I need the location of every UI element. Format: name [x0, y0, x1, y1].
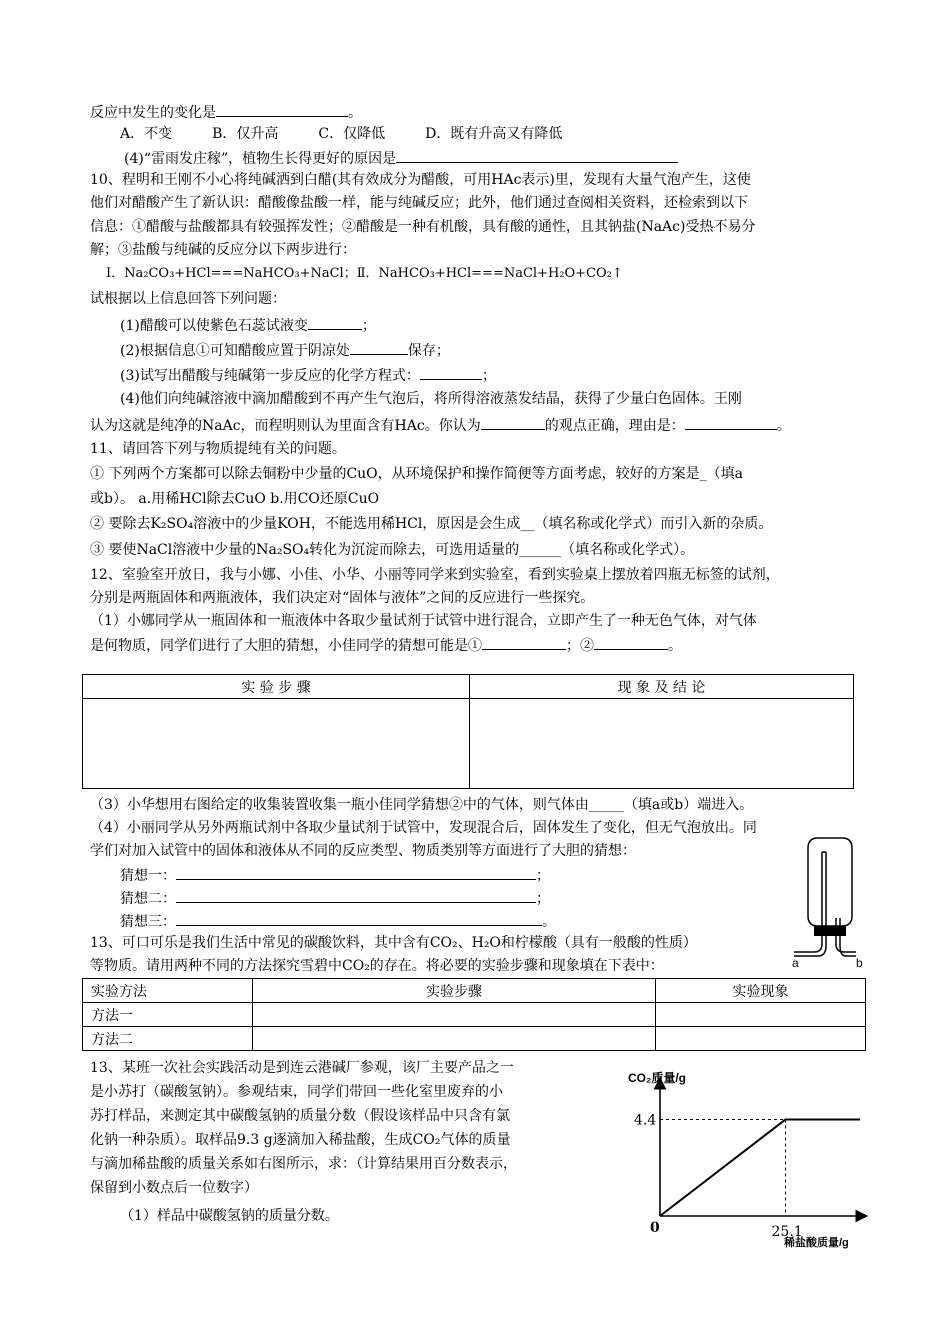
- co2-mass-chart: [620, 1062, 870, 1252]
- guess-3: 猜想三： 。: [120, 910, 556, 932]
- q12-text: 分别是两瓶固体和两瓶液体，我们决定对“固体与液体”之间的反应进行一些探究。: [90, 590, 595, 606]
- q10-text: 10、程明和王刚不小心将纯碱洒到白醋(其有效成分为醋酸，可用HAc表示)里，发现有大量气泡产生，这使: [90, 172, 751, 188]
- guess-1: 猜想一： ；: [120, 864, 550, 886]
- origin-label: 0: [650, 1220, 660, 1236]
- blank[interactable]: [685, 414, 777, 430]
- table-cell[interactable]: [83, 699, 470, 789]
- q12-text: （4）小丽同学从另外两瓶试剂中各取少量试剂于试管中，发现混合后，固体发生了变化，但无气泡放出。同: [90, 820, 757, 836]
- options-line: [120, 124, 562, 144]
- blank[interactable]: [176, 887, 536, 903]
- q13b-text: 保留到小数点后一位数字）: [90, 1180, 258, 1196]
- y-tick-label: 4.4: [634, 1112, 657, 1129]
- q11-item: ① 下列两个方案都可以除去铜粉中少量的CuO，从环境保护和操作简便等方面考虑，较好的方案是_（填a: [90, 466, 744, 482]
- table-cell[interactable]: [656, 1003, 866, 1027]
- q13b-text: 化钠一种杂质）。取样品9.3 g逐滴加入稀盐酸，生成CO₂气体的质量: [90, 1132, 511, 1148]
- q12-text: 学们对加入试管中的固体和液体从不同的反应类型、物质类别等方面进行了大胆的猜想：: [90, 843, 636, 859]
- table-cell[interactable]: [656, 1027, 866, 1051]
- table-header: 实验方法: [83, 979, 253, 1003]
- q11-item: ② 要除去K₂SO₄溶液中的少量KOH，不能选用稀HCl，原因是会生成__（填名称或化学式）而引入新的杂质。: [90, 516, 773, 532]
- blank[interactable]: [396, 147, 678, 163]
- guess-2: 猜想二： ；: [120, 887, 550, 909]
- q10-sub4b: 认为这就是纯净的NaAc，而程明则认为里面含有HAc。你认为 的观点正确，理由是： 。: [90, 414, 791, 436]
- table-cell[interactable]: [253, 1027, 656, 1051]
- table-header: 现 象 及 结 论: [470, 675, 854, 699]
- x-axis-label: 稀盐酸质量/g: [784, 1237, 849, 1249]
- label-a: a: [792, 956, 799, 970]
- q10-text: 试根据以上信息回答下列问题：: [90, 291, 286, 307]
- gas-collection-bottle-figure: [790, 830, 870, 970]
- q13-text: 等物质。请用两种不同的方法探究雪碧中CO₂的存在。将必要的实验步骤和现象填在下表中：: [90, 958, 664, 974]
- y-axis-label: CO₂质量/g: [628, 1071, 686, 1085]
- q10-text: 他们对醋酸产生了新认识：醋酸像盐酸一样，能与纯碱反应；此外，他们通过查阅相关资料，还检索到以下: [90, 195, 748, 211]
- q10-sub4: (4)他们向纯碱溶液中滴加醋酸到不再产生气泡后，将所得溶液蒸发结晶，获得了少量白色固体。王刚: [120, 391, 742, 407]
- blank[interactable]: [482, 634, 566, 650]
- table-cell[interactable]: [253, 1003, 656, 1027]
- q13b-text: 是小苏打（碳酸氢钠）。参观结束，同学们带回一些化室里废弃的小: [90, 1084, 503, 1100]
- q4-line: (4)“雷雨发庄稼”，植物生长得更好的原因是: [124, 147, 678, 169]
- blank[interactable]: [420, 364, 482, 380]
- q10-sub3: (3)试写出醋酸与纯碱第一步反应的化学方程式： ；: [120, 364, 496, 386]
- table-header: 实 验 步 骤: [83, 675, 470, 699]
- x-tick-label: 25.1: [771, 1224, 803, 1240]
- table-cell[interactable]: [470, 699, 854, 789]
- option-b: B．仅升高: [212, 126, 279, 142]
- q11-title: 11、请回答下列与物质提纯有关的问题。: [90, 441, 346, 457]
- table-row-label: 方法一: [83, 1003, 253, 1027]
- q10-equation: Ⅰ．Na₂CO₃+HCl===NaHCO₃+NaCl；Ⅱ．NaHCO₃+HCl===NaCl+H₂O+CO₂↑: [106, 266, 623, 281]
- option-d: D．既有升高又有降低: [425, 126, 563, 142]
- blank[interactable]: [216, 101, 348, 117]
- experiment-table: [82, 674, 854, 789]
- q11-item: 或b）。 a.用稀HCl除去CuO b.用CO还原CuO: [90, 491, 380, 507]
- q13b-text: 与滴加稀盐酸的质量关系如右图所示，求：（计算结果用百分数表示，: [90, 1156, 517, 1172]
- table-header: 实验步骤: [253, 979, 656, 1003]
- q10-sub1: (1)醋酸可以使紫色石蕊试液变 ；: [120, 314, 376, 336]
- table-row-label: 方法二: [83, 1027, 253, 1051]
- q12-guess-line: 是何物质，同学们进行了大胆的猜想，小佳同学的猜想可能是① ；② 。: [90, 634, 682, 656]
- blank[interactable]: [350, 339, 408, 355]
- option-c: C．仅降低: [318, 126, 386, 142]
- table-header: 实验现象: [656, 979, 866, 1003]
- q11-item: ③ 要使NaCl溶液中少量的Na₂SO₄转化为沉淀而除去，可选用适量的______（填名称或化学式）。: [90, 542, 695, 558]
- blank[interactable]: [594, 634, 668, 650]
- method-table: [82, 978, 866, 1051]
- option-a: A．不变: [120, 126, 173, 142]
- q12-text: （3）小华想用右图给定的收集装置收集一瓶小佳同学猜想②中的气体，则气体由_____（填a或b）端进入。: [90, 797, 754, 813]
- q10-text: 信息：①醋酸与盐酸都具有较强挥发性；②醋酸是一种有机酸，具有酸的通性，且其钠盐(NaAc)受热不易分: [90, 219, 756, 235]
- line-change: 反应中发生的变化是 。: [90, 101, 362, 123]
- q12-text: （1）小娜同学从一瓶固体和一瓶液体中各取少量试剂于试管中进行混合，立即产生了一种无色气体，对气体: [90, 613, 757, 629]
- q13b-text: （1）样品中碳酸氢钠的质量分数。: [120, 1208, 339, 1224]
- q13b-text: 苏打样品，来测定其中碳酸氢钠的质量分数（假设该样品中只含有氯: [90, 1108, 510, 1124]
- label-b: b: [856, 956, 863, 970]
- q10-sub2: (2)根据信息①可知醋酸应置于阴凉处 保存；: [120, 339, 450, 361]
- q13b-text: 13、某班一次社会实践活动是到连云港碱厂参观，该厂主要产品之一: [90, 1060, 514, 1076]
- blank[interactable]: [308, 314, 362, 330]
- data-line: [660, 1119, 860, 1216]
- q13-text: 13、可口可乐是我们生活中常见的碳酸饮料，其中含有CO₂、H₂O和柠檬酸（具有一般酸的性质）: [90, 935, 697, 951]
- q12-text: 12、室验室开放日，我与小娜、小佳、小华、小丽等同学来到实验室，看到实验桌上摆放着四瓶无标签的试剂，: [90, 567, 780, 583]
- q10-text: 解；③盐酸与纯碱的反应分以下两步进行：: [90, 242, 356, 258]
- blank[interactable]: [481, 414, 545, 430]
- blank[interactable]: [176, 864, 536, 880]
- blank[interactable]: [176, 910, 542, 926]
